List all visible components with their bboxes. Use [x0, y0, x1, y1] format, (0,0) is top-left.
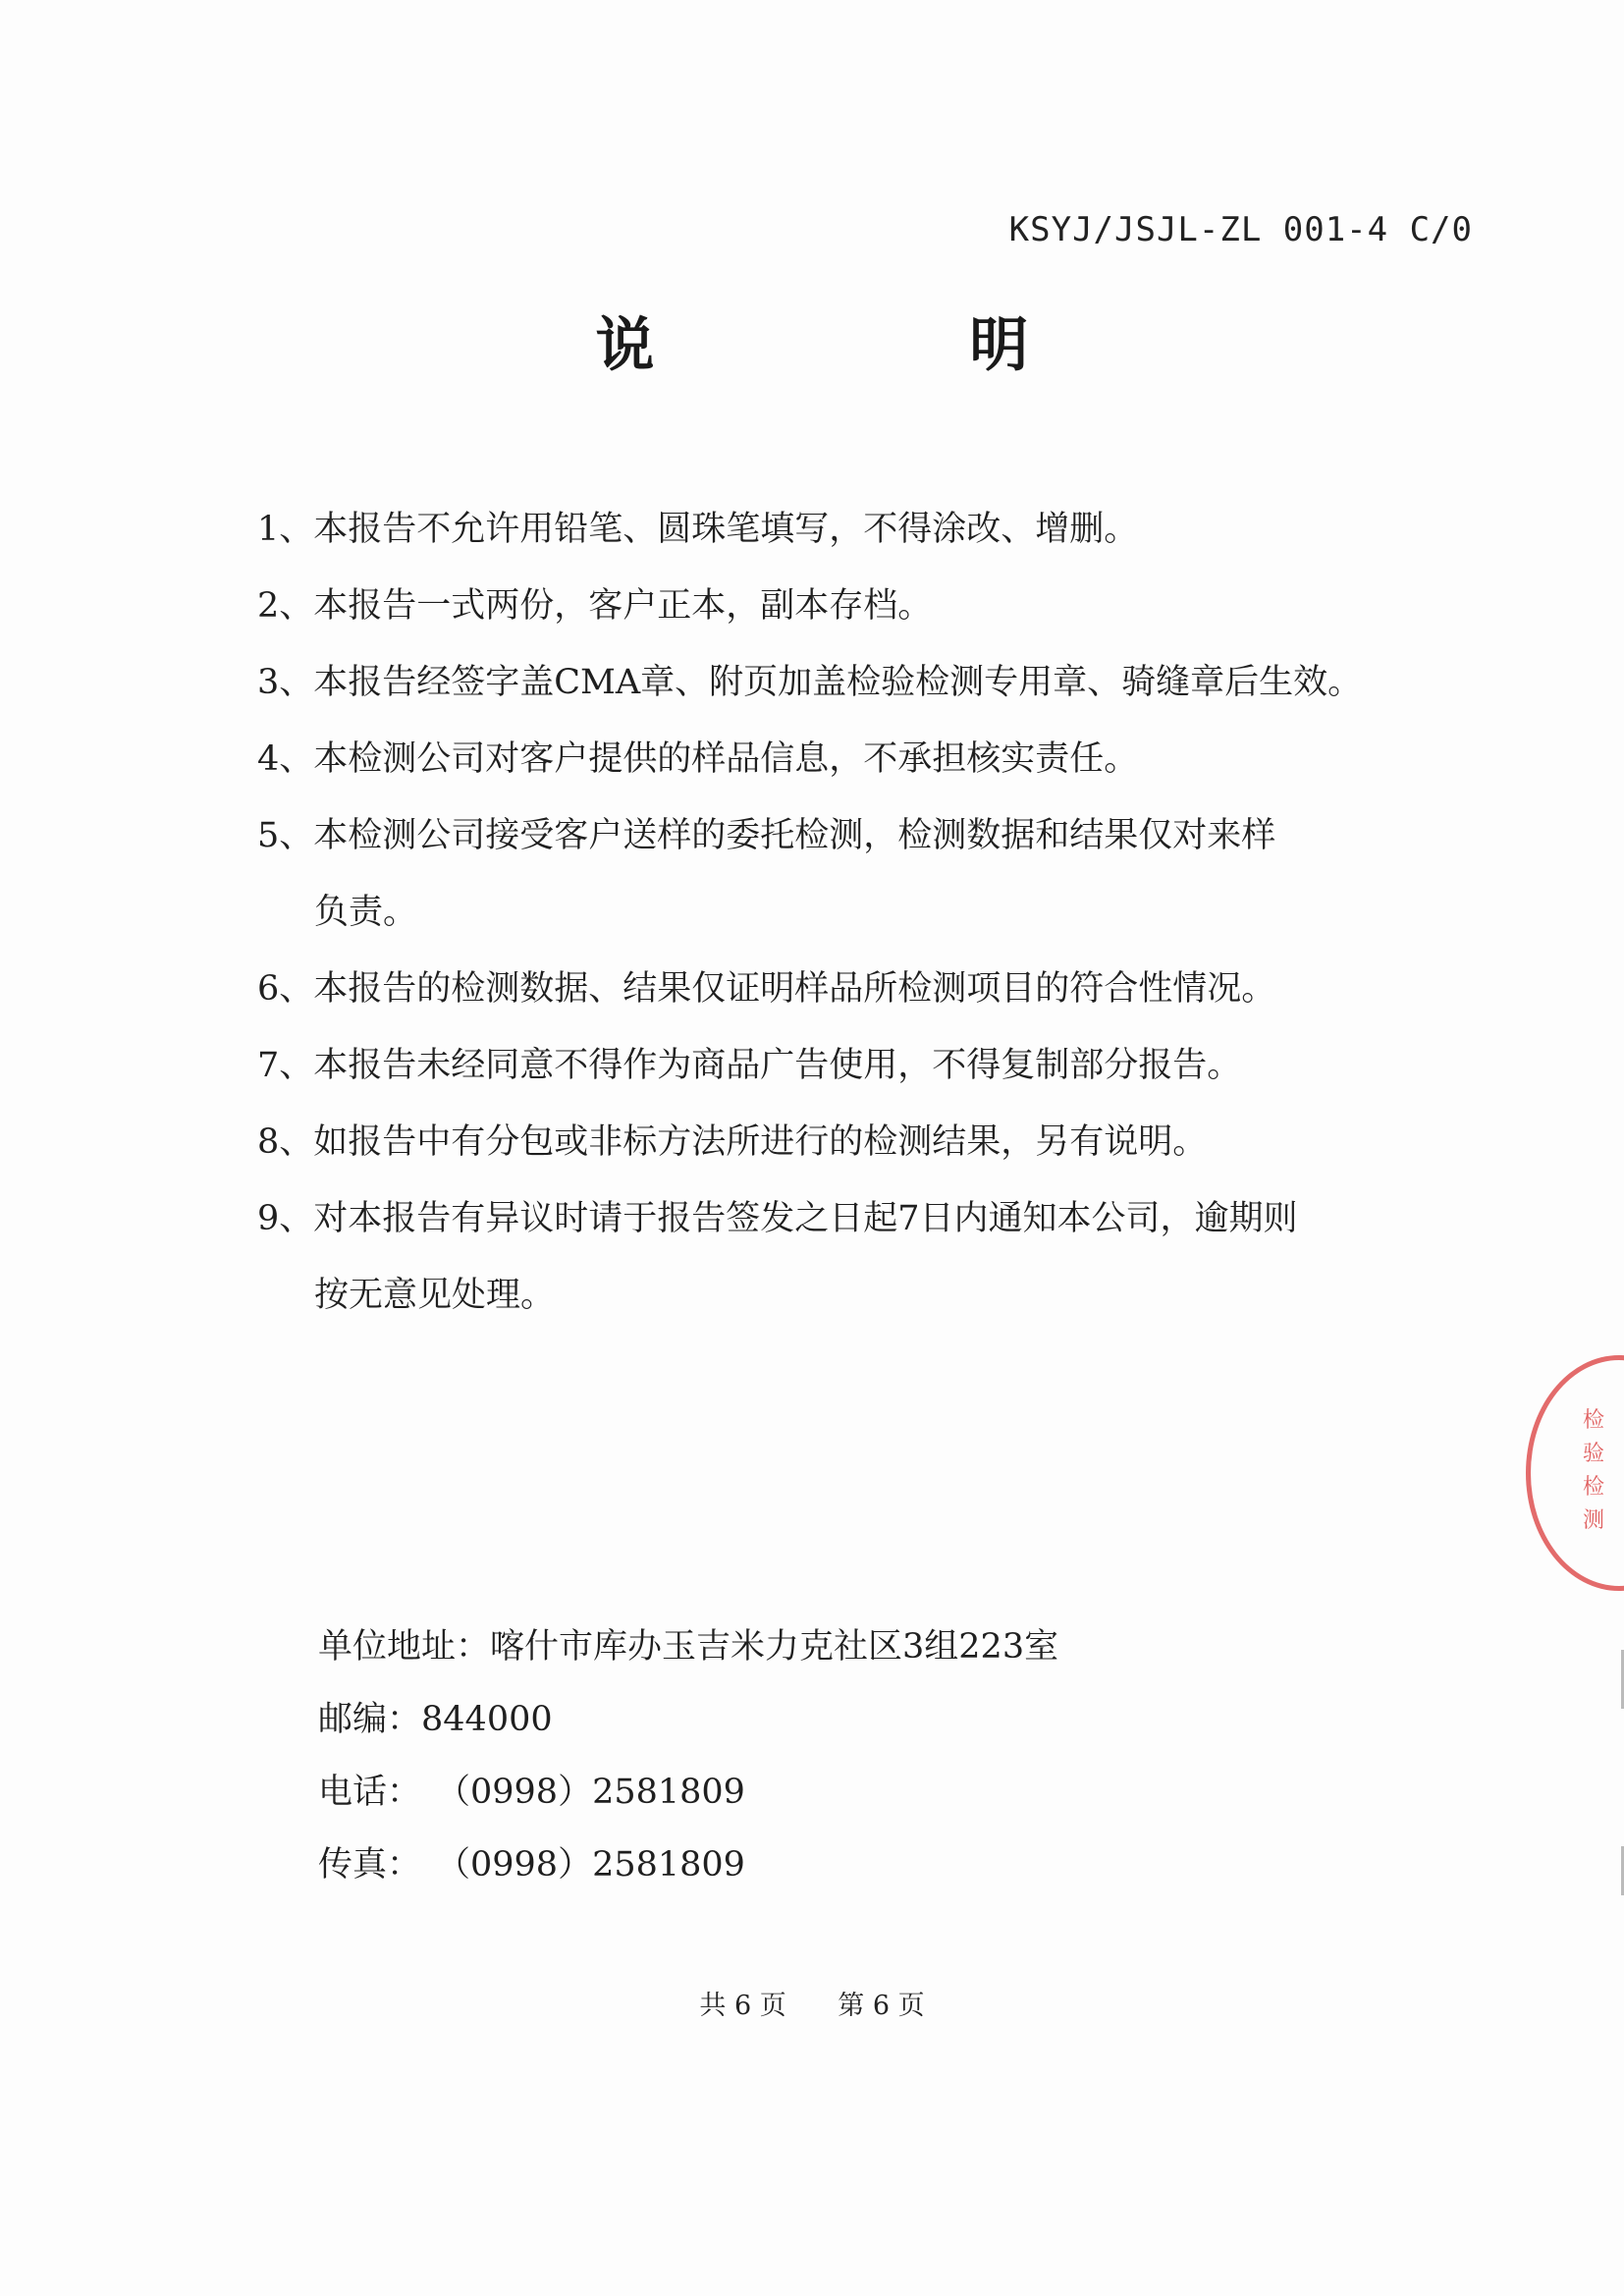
note-item-2: [257, 568, 1435, 644]
seal-text: 检验检测: [1583, 1408, 1605, 1533]
notes-list: [257, 491, 1435, 1334]
current-page: 第 6 页: [838, 1991, 925, 2021]
phone-row: [318, 1756, 1300, 1829]
note-item-8: [257, 1104, 1435, 1180]
page-footer: [0, 1984, 1624, 2022]
note-item-7: [257, 1027, 1435, 1104]
page-title: 说 明: [595, 311, 1176, 380]
phone-label: 电话：: [318, 1773, 422, 1812]
note-line: 1、本报告不允许用铅笔、圆珠笔填写，不得涂改、增删。: [257, 510, 1139, 549]
document-code: KSYJ/JSJL-ZL 001-4 C/0: [1008, 210, 1473, 249]
address-row: [318, 1611, 1300, 1683]
total-pages: 共 6 页: [699, 1991, 786, 2021]
note-line: 6、本报告的检测数据、结果仅证明样品所检测项目的符合性情况。: [257, 969, 1276, 1009]
note-item-4: [257, 721, 1435, 797]
address-label: 单位地址：: [318, 1627, 491, 1667]
address-value: 喀什市库办玉吉米力克社区3组223室: [490, 1627, 1059, 1667]
note-item-3: [257, 644, 1435, 721]
phone-value: （0998）2581809: [436, 1773, 745, 1812]
note-item-5: [257, 797, 1435, 951]
postcode-label: 邮编：: [318, 1700, 422, 1739]
note-line: 2、本报告一式两份，客户正本，副本存档。: [257, 586, 933, 626]
contact-block: [318, 1611, 1300, 1901]
fax-row: [318, 1829, 1300, 1901]
postcode-value: 844000: [421, 1700, 553, 1739]
note-item-6: [257, 951, 1435, 1027]
note-line: 3、本报告经签字盖CMA章、附页加盖检验检测专用章、骑缝章后生效。: [257, 663, 1363, 702]
note-item-1: [257, 491, 1435, 568]
note-line: 7、本报告未经同意不得作为商品广告使用，不得复制部分报告。: [257, 1046, 1242, 1085]
postcode-row: [318, 1683, 1300, 1756]
seal-stamp-icon: [1526, 1355, 1624, 1591]
note-line-continuation: 负责。: [314, 893, 418, 932]
note-line: 5、本检测公司接受客户送样的委托检测，检测数据和结果仅对来样: [257, 816, 1276, 855]
note-item-9: [257, 1180, 1435, 1334]
note-line: 8、如报告中有分包或非标方法所进行的检测结果，另有说明。: [257, 1122, 1208, 1162]
fax-label: 传真：: [318, 1845, 422, 1885]
note-line-continuation: 按无意见处理。: [314, 1276, 556, 1315]
note-line: 4、本检测公司对客户提供的样品信息，不承担核实责任。: [257, 739, 1139, 779]
fax-value: （0998）2581809: [436, 1845, 745, 1885]
note-line: 9、对本报告有异议时请于报告签发之日起7日内通知本公司，逾期则: [257, 1199, 1298, 1238]
